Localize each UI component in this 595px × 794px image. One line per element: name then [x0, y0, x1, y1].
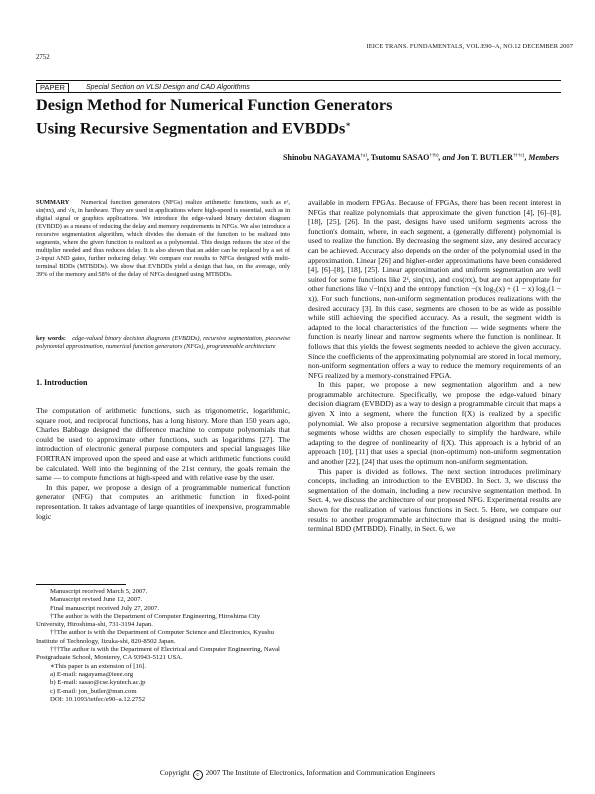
footnote-1: †The author is with the Department of Computer Engineering, Hiroshima City University, Hiroshima-shi, 731-3194 Japan. [36, 612, 261, 629]
author-2-mark: ††b) [429, 153, 439, 159]
intro-paragraph-2: In this paper, we propose a design of a programmable numerical function generator (NFG) that computes an arithmetic function in fixed-point representation. It takes advantage of large quantities of inexpensive, programmable logic [36, 482, 290, 521]
paper-title [36, 95, 556, 138]
keywords [36, 335, 290, 351]
title-line-2: Using Recursive Segmentation and EVBDDs∗ [36, 118, 351, 138]
doi: DOI: 10.1093/ietfec/e90–a.12.2752 [50, 695, 146, 703]
paper-label: PAPER [36, 83, 69, 93]
right-paragraph-1: available in modern FPGAs. Because of FPGAs, there has been recent interest in NFGs that realize polynomials that approximate the given function [4], [6]–[8], [18], [25], [26]. In the past, designs have used uniform segments across the function's domain, where, in each segment, a (generally different) polynomial is used to realize the function. By decreasing the segment size, any desired accuracy can be achieved. Accuracy also depends on the order of the polynomial used in the approximation. Linear [26] and higher-order approximations have been considered [4], [6]–[8], [18], [25]. Linear approximation and uniform segmentation are well suited for some functions like 2ˣ, sin(πx), and cos(πx), but are not appropriate for other functions like √−ln(x) and the entropy function −(x log₂(x) + (1 − x) log₂(1 − x)). For such functions, non-uniform segmentation produces realizations with the desired accuracy [3]. In this case, segments are chosen to be as wide as possible while still achieving the specified accuracy. As a result, the segment width is adapted to the local characteristics of the function — wide segments where the function is nearly linear and narrow segments where the function is nonlinear. It follows that this yields the fewest segments needed to achieve the given accuracy. Since the coefficients of the approximating polynomial are stored in local memory, non-uniform segmentation offers a way to reduce the memory requirements of an NFG realized by a memory-constrained FPGA. [308, 198, 561, 380]
abstract-text: Numerical function generators (NFGs) realize arithmetic functions, such as eˣ, sin(πx), and √x, in hardware. They are used in applications where high-speed is essential, such as in digital signal or graphics applications. We introduce the edge-valued binary decision diagram (EVBDD) as a means of reducing the delay and memory requirements in NFGs. We also introduce a recursive segmentation algorithm, which divides the domain of the function to be realized into segments, where the given function is realized as a polynomial. This design reduces the size of the multiplier needed and thus reduces delay. It is also shown that an adder can be replaced by a set of 2-input AND gates, further reducing delay. We compare our results to NFGs designed with multi-terminal BDDs (MTBDDs). We show that EVBDDs yield a design that has, on the average, only 39% of the memory and 58% of the delay of NFGs designed using MTBDDs. [36, 199, 290, 278]
right-paragraph-3: This paper is divided as follows. The next section introduces preliminary concepts, including an introduction to the EVBDD. In Sect. 3, we discuss the segmentation of the domain, including a new recursive segmentation method. In Sect. 4, we discuss the architecture of our proposed NFG. Experimental results are shown for the realization of various functions in Sect. 5. Here, we compare our results to another programmable architecture that is designed using the multi-terminal BDD (MTBDD). Finally, in Sect. 6, we [308, 466, 561, 534]
copyright-footer: Copyright c 2007 The Institute of Electronics, Information and Communication Engineers [159, 768, 436, 778]
author-list: Shinobu NAGAYAMA$^{\dagger a)}$, Tsutomu SASAO$^{\dagger\dagger b)}$, and Jon T. BUTLER$^{\dagger\dagger\dagger c)}$, Members [283, 153, 559, 162]
keywords-text: edge-valued binary decision diagrams (EVBDDs), recursive segmentation, piecewise polynomial approximation, numerical function generators (NFGs), programmable architecture [36, 335, 290, 350]
copyright-symbol: c [193, 770, 203, 780]
title-line-1: Design Method for Numerical Function Generators [36, 95, 393, 114]
journal-header: IEICE TRANS. FUNDAMENTALS, VOL.E90–A, NO.12 DECEMBER 2007 [366, 43, 573, 50]
page-number: 2752 [36, 54, 50, 61]
email-c: c) E-mail: jon_butler@msn.com [50, 687, 137, 695]
revised-date: Manuscript revised June 12, 2007. [50, 596, 143, 604]
author-3-mark: †††c) [512, 153, 525, 159]
footnote-3: †††The author is with the Department of Electrical and Computer Engineering, Naval Postgraduate School, Monterey, CA 93943-5121 USA. [36, 646, 280, 662]
author-role: Members [528, 153, 559, 162]
intro-paragraph-1: The computation of arithmetic functions, such as trigonometric, logarithmic, square root, and reciprocal functions, has a long history. More than 150 years ago, Charles Babbage designed the difference machine to compute polynomials that could be used to approximate other functions, such as logarithms [27]. The introduction of electronic general purpose computers and special languages like FORTRAN improved upon the speed and ease at which arithmetic functions could be calculated. Well into the beginning of the 21st century, the goals remain the same — to compute functions at high-speed and with relative ease by the user. [36, 406, 290, 483]
author-1: Shinobu NAGAYAMA [283, 153, 361, 162]
email-b: b) E-mail: sasao@cse.kyutech.ac.jp [50, 679, 146, 687]
section-heading: 1. Introduction [36, 378, 88, 387]
author-3: Jon T. BUTLER [456, 153, 513, 162]
title-footnote-mark: ∗ [345, 120, 351, 129]
abstract [36, 199, 290, 279]
author-1-mark: †a) [360, 153, 367, 159]
author-2: Tsutomu SASAO [370, 153, 430, 162]
special-section-label: Special Section on VLSI Design and CAD Algorithms [86, 84, 250, 91]
footnote-2: ††The author is with the Department of Computer Science and Electronics, Kyushu Institute of Technology, Iizuka-shi, 820-8502 Japan. [36, 629, 274, 645]
right-paragraph-2: In this paper, we propose a new segmentation algorithm and a new programmable architecture. Specifically, we propose the edge-valued binary decision diagram (EVBDD) as a way to design a programmable circuit that maps a given X into a segment, where the function f(X) is realized by a specific polynomial. We also propose a recursive segmentation algorithm that produces segments whose widths are chosen especially to simplify the hardware, while adapting to the degree of nonlinearity of f(X). This approach is a hybrid of an approach [10], [11] that uses a special (non-optimum) non-uniform segmentation and another [22], [24] that uses the optimum non-uniform segmentation. [308, 380, 561, 467]
right-column [308, 198, 561, 534]
banner-rule [36, 92, 561, 93]
received-date: Manuscript received March 5, 2007. [50, 588, 148, 595]
intro-text [36, 406, 290, 521]
email-a: a) E-mail: nagayama@ieee.org [50, 670, 134, 678]
abstract-label: SUMMARY [36, 199, 70, 206]
header-rule [36, 80, 561, 81]
keywords-label: key words: [36, 335, 67, 342]
footnote-rule [36, 584, 126, 585]
footnote-4: ∗This paper is an extension of [16]. [50, 662, 147, 670]
final-date: Final manuscript received July 27, 2007. [50, 604, 160, 612]
footnotes [36, 588, 290, 704]
